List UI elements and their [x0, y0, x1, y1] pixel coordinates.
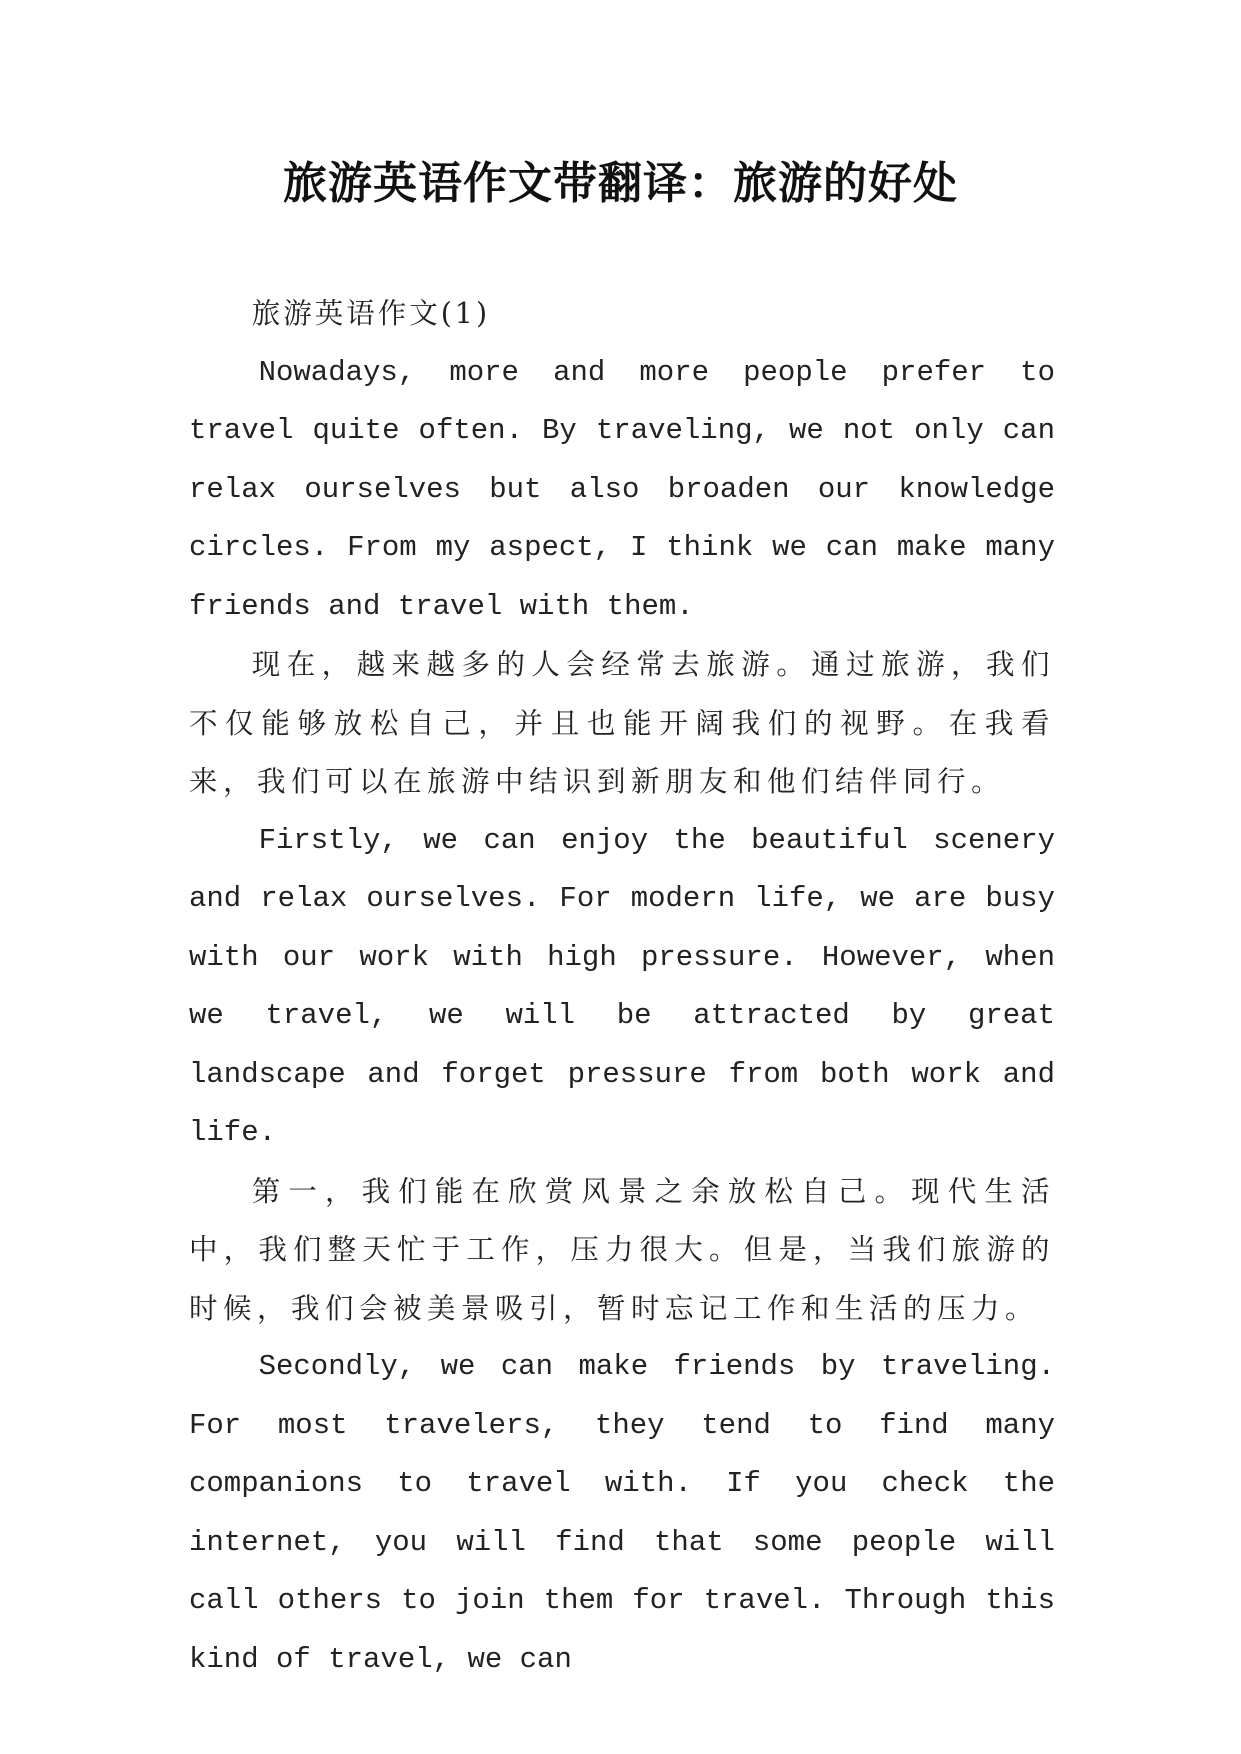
paragraph-chinese-firstly: 第一，我们能在欣赏风景之余放松自己。现代生活中，我们整天忙于工作，压力很大。但是，当我们旅游的时候，我们会被美景吸引，暂时忘记工作和生活的压力。 [189, 1174, 1055, 1325]
paragraph-english-intro: Nowadays, more and more people prefer to travel quite often. By traveling, we not only can relax ourselves but also broaden our knowledge circles. From my aspect, I think we can make many friends and travel with them. [189, 355, 1055, 623]
paragraph-english-secondly: Secondly, we can make friends by traveling. For most travelers, they tend to find many companions to travel with. If you check the internet, you will find that some people will call others to join them for travel. Through this kind of travel, we can [189, 1350, 1055, 1676]
paragraph-chinese-intro: 现在，越来越多的人会经常去旅游。通过旅游，我们不仅能够放松自己，并且也能开阔我们的视野。在我看来，我们可以在旅游中结识到新朋友和他们结伴同行。 [189, 648, 1055, 798]
document-body [189, 285, 1055, 1689]
section-heading: 旅游英语作文(1) [251, 297, 491, 330]
paragraph-english-firstly: Firstly, we can enjoy the beautiful scenery and relax ourselves. For modern life, we are busy with our work with high pressure. However, when we travel, we will be attracted by great landscape and forget pressure from both work and life. [189, 823, 1055, 1149]
document-title: 旅游英语作文带翻译：旅游的好处 [283, 158, 958, 209]
